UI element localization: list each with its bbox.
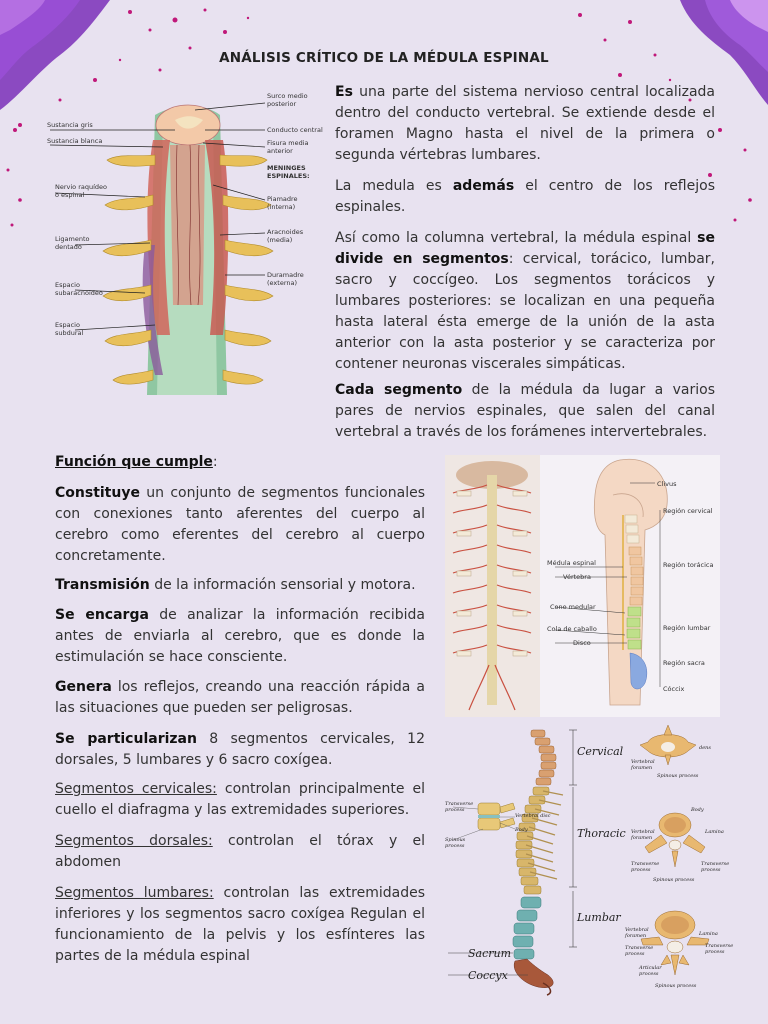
label-lamina-b: Lamina [699,931,718,937]
label-foramen-a: foramen [631,765,653,771]
label-duramadre: Duramadre [267,271,304,279]
label-clivus: Clivus [657,480,677,488]
label-meninges: MENINGES [267,164,306,172]
function-item-dorsales: Segmentos dorsales: controlan el tórax y el abdomen [55,833,426,870]
label-espacio-sub: Espacio [55,281,80,289]
label-process-a: process [445,807,465,813]
label-region-lumbar: Región lumbar [663,624,711,632]
label-body-a: Body [515,827,528,833]
label-spinous-process-c: Spinous process [655,983,697,989]
function-item-se-encarga: Se encarga de analizar la información recibida antes de enviarla al cerebro, que es donde la estimulación se hace consciente. [55,607,425,665]
label-thoracic: Thoracic [577,827,626,840]
label-piamadre-2: (interna) [267,203,296,211]
label-espacio-subd: Espacio [55,321,80,329]
label-process-b: process [445,843,465,849]
label-region-toracica: Región torácica [663,561,714,569]
label-coccix: Cóccix [663,685,685,693]
label-articular: Articular [639,965,662,971]
intro-paragraph-2: La medula es además el centro de los reflejos espinales. [335,178,715,215]
label-region-cervical: Región cervical [663,507,713,515]
label-process-e: process [625,951,645,957]
label-vertebral-foramen-a: Vertebral [631,759,655,765]
label-medula-espinal: Médula espinal [547,559,596,567]
label-dens: dens [699,745,711,751]
vertebral-column-illustration [443,725,734,995]
left-dots-decoration [0,120,40,250]
label-cono-medular: Cono medular [550,603,596,611]
label-conducto: Conducto central [267,126,323,134]
label-body-b: Body [691,807,704,813]
label-aracnoides-2: (media) [267,236,293,244]
page-title: ANÁLISIS CRÍTICO DE LA MÉDULA ESPINAL [219,50,549,66]
label-region-sacra: Región sacra [663,659,705,667]
label-lumbar: Lumbar [577,911,621,924]
function-item-lumbares: Segmentos lumbares: controlan las extremidades inferiores y los segmentos sacro coxígea Regulan el funcionamiento de la pelvis y los esfínteres las partes de la médula espinal [55,885,425,964]
function-heading: Función que cumple: [55,454,218,470]
label-spinous-process-a: Spinous process [657,773,699,779]
function-item-transmision: Transmisión de la información sensorial y motora. [55,577,416,593]
function-item-genera: Genera los reflejos, creando una reacción rápida a las situaciones que pueden ser peligrosas. [55,679,425,716]
label-ligamento-2: dentado [55,243,82,251]
label-surco: Surco medio [267,92,308,100]
intro-paragraph-1: Es una parte del sistema nervioso central localizada dentro del conducto vertebral. Se extiende desde el foramen Magno hasta el nivel de la primera o segunda vértebras lumbares. [335,84,715,163]
label-process-d: process [701,867,721,873]
intro-paragraph-4: Cada segmento de la médula da lugar a varios pares de nervios espinales, que salen del canal vertebral a través de los forámenes intervertebrales. [335,382,716,440]
label-lamina-a: Lamina [705,829,724,835]
label-cervical: Cervical [577,745,624,758]
label-sustancia-blanca: Sustancia blanca [47,137,103,145]
label-surco-2: posterior [267,100,297,108]
label-foramen-b: foramen [631,835,653,841]
label-fisura: Fisura media [267,139,309,147]
label-disco: Disco [573,639,591,647]
label-sustancia-gris: Sustancia gris [47,121,93,129]
label-vertebral-foramen-c: Vertebral [625,927,649,933]
label-nervio-2: o espinal [55,191,85,199]
label-spinous-process-b: Spinous process [653,877,695,883]
label-spinous-a: Spinous [445,837,466,843]
label-espacio-sub-2: subaracnoideo [55,289,103,297]
function-item-constituye: Constituye un conjunto de segmentos funcionales con conexiones tanto aferentes del cuerpo al cerebro como eferentes del cerebro al cuerpo concretamente. [55,485,425,564]
label-nervio: Nervio raquídeo [55,183,108,191]
label-duramadre-2: (externa) [267,279,298,287]
label-transverse-b: Transverse [631,861,660,867]
label-process-c: process [631,867,651,873]
label-espacio-subd-2: subdural [55,329,84,337]
label-process-f: process [705,949,725,955]
label-coccyx: Coccyx [468,969,508,982]
label-cola-de-caballo: Cola de caballo [547,625,597,633]
label-vertebral-disc: Vertebral disc [515,813,551,819]
label-piamadre: Piamadre [267,195,298,203]
label-transverse-e: Transverse [705,943,734,949]
label-fisura-2: anterior [267,147,293,155]
label-ligamento: Ligamento [55,235,90,243]
label-transverse-d: Transverse [625,945,654,951]
label-vertebra: Vértebra [563,573,591,581]
intro-paragraph-3: Así como la columna vertebral, la médula espinal se divide en segmentos: cervical, torácico, lumbar, sacro y coccígeo. Los segmentos torácicos y lumbares posteriores: se localizan en una pequeña hasta lateral ésta emerge de la unión de la asta anterior con la asta posterior y se caracteriza por contener neuronas viscerales simpáticas. [335,230,715,372]
spinal-cord-meninges-illustration [45,85,330,400]
label-aracnoides: Aracnoides [267,228,304,236]
label-meninges-2: ESPINALES: [267,172,310,180]
label-foramen-c: foramen [625,933,647,939]
label-sacrum: Sacrum [468,947,512,960]
label-transverse-c: Transverse [701,861,730,867]
label-process-g: process [639,971,659,977]
label-transverse-a: Transverse [445,801,474,807]
label-vertebral-foramen-b: Vertebral [631,829,655,835]
spinal-regions-illustration [445,455,720,717]
function-item-se-particularizan: Se particularizan 8 segmentos cervicales, 12 dorsales, 5 lumbares y 6 sacro coxígea. [55,731,425,768]
function-item-cervicales: Segmentos cervicales: controlan principalmente el cuello el diafragma y las extremidades superiores. [55,781,425,818]
